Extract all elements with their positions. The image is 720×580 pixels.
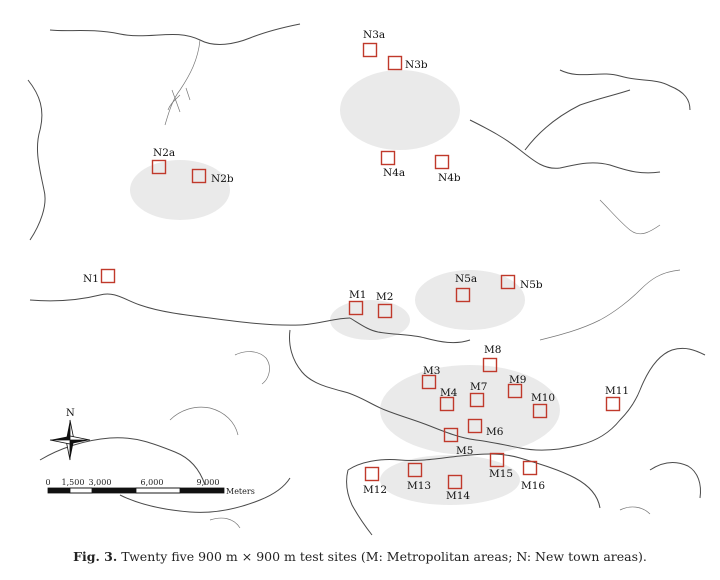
site-box-n3b (389, 57, 402, 70)
site-label-m4: M4 (440, 387, 458, 399)
site-box-m12 (366, 468, 379, 481)
site-label-m5: M5 (456, 445, 474, 457)
north-arrow (50, 408, 90, 460)
site-label-n5a: N5a (455, 273, 478, 285)
site-label-m16: M16 (521, 480, 546, 492)
site-label-m6: M6 (486, 426, 504, 438)
north-label: N (66, 408, 75, 419)
site-box-n3a (364, 44, 377, 57)
site-label-n3b: N3b (405, 59, 428, 71)
site-label-m10: M10 (531, 392, 556, 404)
site-label-m15: M15 (489, 468, 514, 480)
site-label-m14: M14 (446, 490, 471, 502)
site-box-m11 (607, 398, 620, 411)
site-label-n3a: N3a (363, 29, 386, 41)
scale-unit: Meters (226, 487, 255, 496)
site-box-m16 (524, 462, 537, 475)
site-label-n2a: N2a (153, 147, 176, 159)
scale-tick-0: 0 (45, 478, 51, 487)
site-label-m9: M9 (509, 374, 527, 386)
site-box-n1 (102, 270, 115, 283)
scale-tick-4: 9,000 (196, 478, 220, 487)
site-label-n4b: N4b (438, 172, 461, 184)
site-label-m1: M1 (349, 289, 367, 301)
site-box-n4a (382, 152, 395, 165)
site-box-n4b (436, 156, 449, 169)
scale-bar (45, 478, 254, 496)
site-label-m2: M2 (376, 291, 394, 303)
figure-label: Fig. 3. (73, 549, 118, 564)
site-label-n5b: N5b (520, 279, 543, 291)
urban-texture (130, 70, 560, 505)
site-label-m7: M7 (470, 381, 488, 393)
scale-tick-2: 3,000 (88, 478, 112, 487)
site-label-n2b: N2b (211, 173, 234, 185)
site-label-m8: M8 (484, 344, 502, 356)
figure-caption (0, 549, 720, 564)
caption-text: Twenty five 900 m × 900 m test sites (M: Metropolitan areas; N: New town areas). (121, 549, 647, 564)
site-label-n1: N1 (83, 273, 99, 285)
site-label-m12: M12 (363, 484, 388, 496)
site-label-m13: M13 (407, 480, 432, 492)
site-label-n4a: N4a (383, 167, 406, 179)
site-label-m11: M11 (605, 385, 630, 397)
site-label-m3: M3 (423, 365, 441, 377)
scale-tick-1: 1,500 (61, 478, 85, 487)
scale-tick-3: 6,000 (140, 478, 164, 487)
